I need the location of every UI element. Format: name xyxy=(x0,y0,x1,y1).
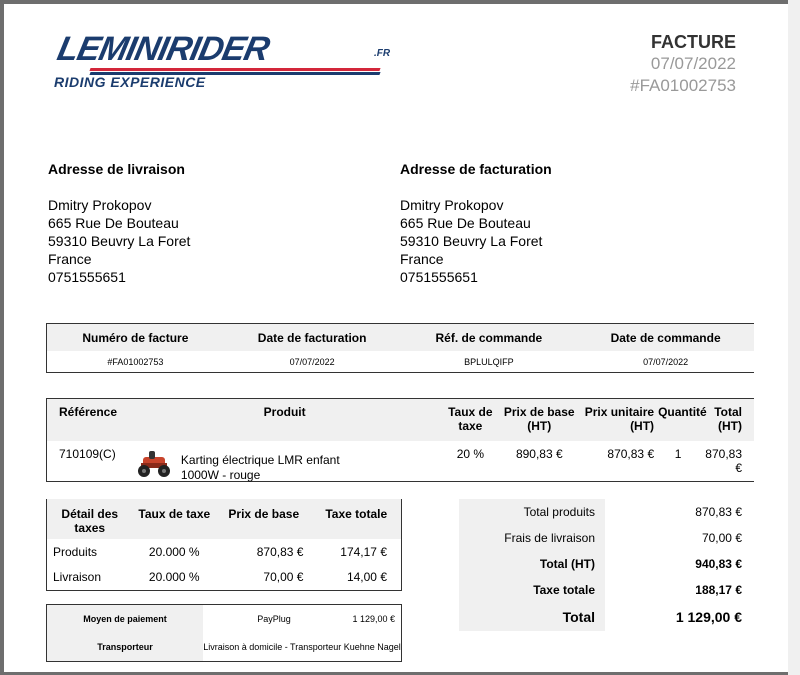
table-row xyxy=(47,564,401,589)
invoice-page xyxy=(4,4,788,672)
info-order-ref: BPLULQIFP xyxy=(464,357,514,367)
tax-row-label: Produits xyxy=(53,544,98,559)
total-products-value: 870,83 € xyxy=(695,505,742,519)
payment-method-row xyxy=(47,605,401,633)
total-ht-row xyxy=(459,551,754,577)
carrier-label: Transporteur xyxy=(47,633,203,661)
totals-block xyxy=(459,499,754,631)
tax-row-base: 870,83 € xyxy=(256,544,304,559)
tax-header-base: Prix de base xyxy=(228,507,300,521)
tax-row-rate: 20.000 % xyxy=(148,569,200,584)
billing-city: 59310 Beuvry La Foret xyxy=(400,233,543,249)
viewer-scrollbar[interactable] xyxy=(788,0,800,675)
info-invoice-date: 07/07/2022 xyxy=(289,357,335,367)
billing-address xyxy=(400,160,552,286)
info-header-invoice-date: Date de facturation xyxy=(257,330,367,345)
document-header xyxy=(630,32,736,97)
total-tax-row xyxy=(459,577,754,603)
item-base: 890,83 € xyxy=(515,447,563,461)
items-header-total: Total (HT) xyxy=(714,405,742,433)
payment-method: PayPlug xyxy=(257,614,291,624)
items-header-row xyxy=(47,399,754,441)
billing-phone: 0751555651 xyxy=(400,269,478,285)
items-header-product: Produit xyxy=(263,405,306,419)
shipping-heading: Adresse de livraison xyxy=(48,161,185,177)
tax-row-label: Livraison xyxy=(53,569,102,584)
item-ref: 710109(C) xyxy=(59,447,116,461)
billing-name: Dmitry Prokopov xyxy=(400,197,504,213)
shipping-fee-label: Frais de livraison xyxy=(459,525,605,551)
invoice-info-table xyxy=(46,323,754,373)
items-header-unit: Prix unitaire (HT) xyxy=(584,405,655,433)
items-header-rate: Taux de taxe xyxy=(448,405,493,433)
tax-header-total: Taxe totale xyxy=(325,507,388,521)
tax-row-rate: 20.000 % xyxy=(148,544,200,559)
tax-header-row xyxy=(47,499,401,539)
brand-logo xyxy=(50,28,390,92)
shipping-name: Dmitry Prokopov xyxy=(48,197,152,213)
logo-suffix: .FR xyxy=(374,48,391,59)
go-kart-image xyxy=(135,447,173,481)
item-product-name: Karting électrique LMR enfant 1000W - rouge xyxy=(180,453,340,482)
info-header-row xyxy=(47,324,754,351)
billing-country: France xyxy=(400,251,444,267)
item-unit: 870,83 € xyxy=(607,447,655,461)
tax-header-detail: Détail des taxes xyxy=(61,507,119,535)
items-table xyxy=(46,398,754,482)
info-header-order-date: Date de commande xyxy=(610,330,721,345)
item-product-cell xyxy=(127,441,443,483)
logo-tagline: RIDING EXPERIENCE xyxy=(54,74,206,90)
billing-heading: Adresse de facturation xyxy=(400,161,552,177)
total-ht-value: 940,83 € xyxy=(695,557,742,571)
total-tax-label: Taxe totale xyxy=(459,577,605,603)
payment-amount: 1 129,00 € xyxy=(352,614,395,624)
shipping-phone: 0751555651 xyxy=(48,269,126,285)
document-date: 07/07/2022 xyxy=(650,54,736,73)
info-invoice-number: #FA01002753 xyxy=(107,357,164,367)
shipping-street: 665 Rue De Bouteau xyxy=(48,215,179,231)
info-header-invoice-number: Numéro de facture xyxy=(82,330,189,345)
logo-wordmark: LEMINIRIDER xyxy=(54,30,273,68)
carrier-row xyxy=(47,633,401,661)
total-tax-value: 188,17 € xyxy=(695,583,742,597)
items-header-qty: Quantité xyxy=(658,405,707,419)
tax-detail-table xyxy=(46,499,402,591)
tax-header-rate: Taux de taxe xyxy=(138,507,211,521)
shipping-city: 59310 Beuvry La Foret xyxy=(48,233,191,249)
shipping-country: France xyxy=(48,251,92,267)
table-row xyxy=(47,441,754,483)
item-qty: 1 xyxy=(674,447,682,461)
grand-total-value: 1 129,00 € xyxy=(675,609,742,625)
table-row xyxy=(47,539,401,564)
shipping-fee-value: 70,00 € xyxy=(701,531,742,545)
document-number: #FA01002753 xyxy=(630,76,736,95)
info-order-date: 07/07/2022 xyxy=(643,357,689,367)
total-ht-label: Total (HT) xyxy=(459,551,605,577)
item-rate: 20 % xyxy=(456,447,485,461)
tax-row-total: 14,00 € xyxy=(346,569,387,584)
shipping-address xyxy=(48,160,190,286)
document-title: FACTURE xyxy=(651,32,736,52)
info-value-row xyxy=(47,351,754,373)
shipping-fee-row xyxy=(459,525,754,551)
items-header-ref: Référence xyxy=(59,405,118,419)
payment-method-label: Moyen de paiement xyxy=(47,605,203,633)
carrier-value: Livraison à domicile - Transporteur Kuehne Nagel xyxy=(203,641,401,652)
grand-total-row xyxy=(459,603,754,631)
billing-street: 665 Rue De Bouteau xyxy=(400,215,531,231)
items-header-base: Prix de base (HT) xyxy=(503,405,575,433)
item-total: 870,83 € xyxy=(705,447,742,475)
grand-total-label: Total xyxy=(459,603,605,631)
logo-red-stripe xyxy=(89,68,380,71)
payment-table xyxy=(46,604,402,662)
tax-row-base: 70,00 € xyxy=(263,569,304,584)
info-header-order-ref: Réf. de commande xyxy=(435,330,543,345)
total-products-row xyxy=(459,499,754,525)
tax-row-total: 174,17 € xyxy=(340,544,387,559)
total-products-label: Total produits xyxy=(459,499,605,525)
